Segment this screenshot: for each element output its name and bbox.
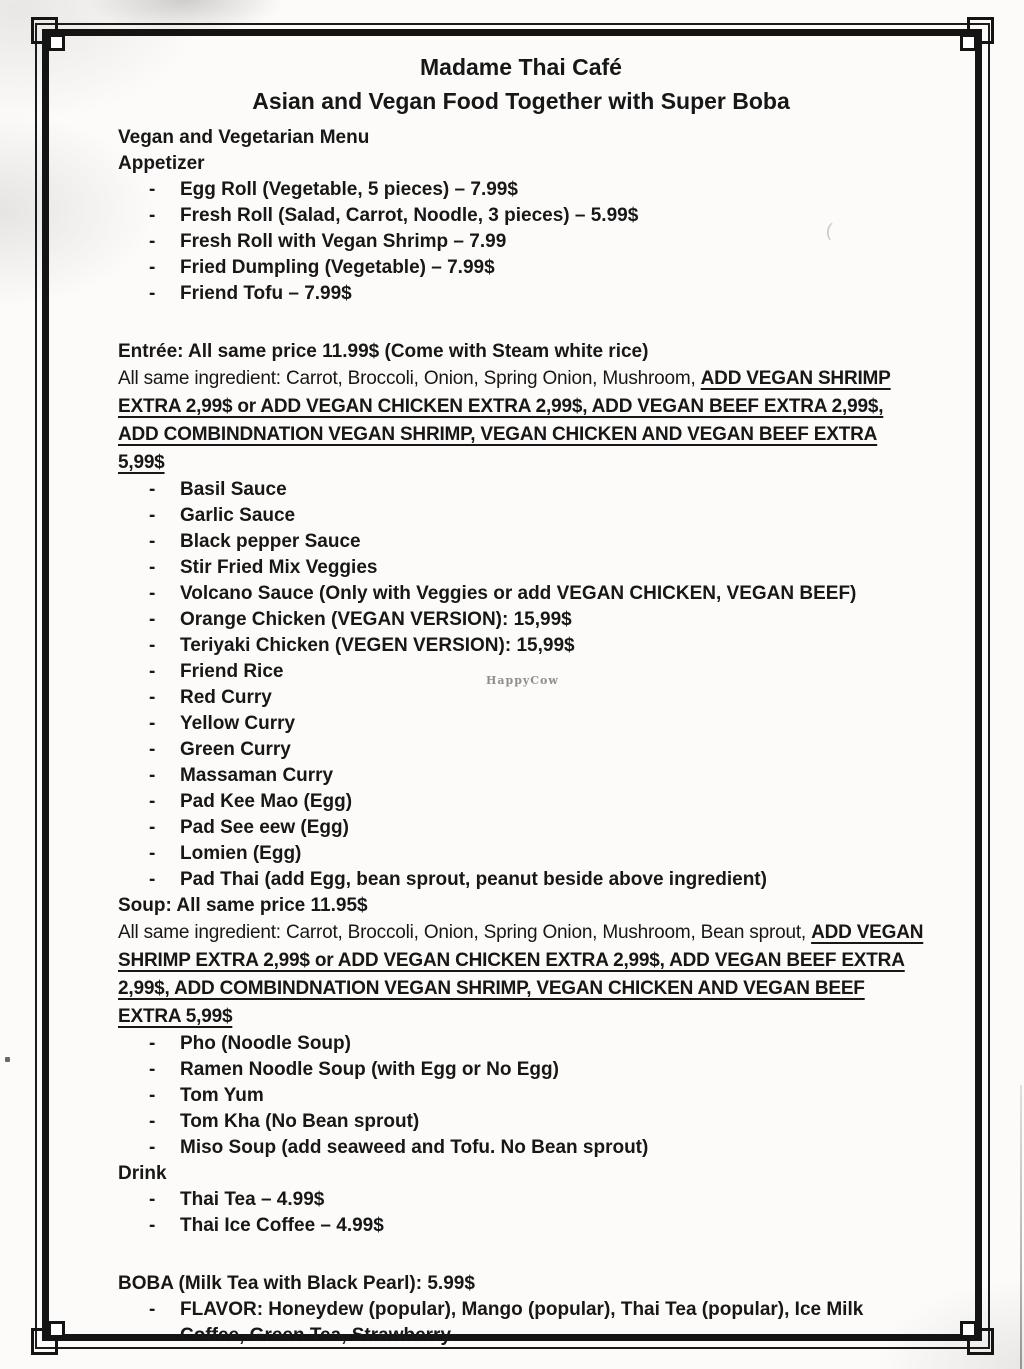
menu-item [118,203,924,229]
item-dash-marker: - [149,791,156,812]
item-text: Lomien (Egg) [180,843,302,864]
item-dash-marker: - [149,1215,156,1236]
menu-item [118,763,924,789]
item-list-boba [118,1297,924,1349]
menu-item [118,177,924,203]
section-heading-drink: Drink [118,1163,167,1184]
item-text: Stir Fried Mix Veggies [180,557,378,578]
item-text: Thai Ice Coffee – 4.99$ [180,1215,384,1236]
item-text: Teriyaki Chicken (VEGEN VERSION): 15,99$ [180,635,575,656]
border-corner-ornament-top-right [967,17,994,44]
item-dash-marker: - [149,869,156,890]
item-dash-marker: - [149,687,156,708]
menu-item [118,1187,924,1213]
item-text: Yellow Curry [180,713,296,734]
item-dash-marker: - [149,505,156,526]
border-corner-ornament-bottom-left [31,1328,58,1355]
menu-section-entree [118,339,924,893]
page-subtitle: Asian and Vegan Food Together with Super Boba [252,88,790,114]
item-dash-marker: - [149,713,156,734]
item-text: Thai Tea – 4.99$ [180,1189,325,1210]
menu-section-boba [118,1271,924,1349]
item-text: Orange Chicken (VEGAN VERSION): 15,99$ [180,609,572,630]
item-dash-marker: - [149,531,156,552]
menu-item [118,477,924,503]
item-text: Massaman Curry [180,765,334,786]
menu-item [118,255,924,281]
item-dash-marker: - [149,1111,156,1132]
item-dash-marker: - [149,661,156,682]
item-text: Fresh Roll with Vegan Shrimp – 7.99 [180,231,507,252]
menu-item [118,711,924,737]
item-text: Fried Dumpling (Vegetable) – 7.99$ [180,257,495,278]
page-title: Madame Thai Café [420,54,622,80]
note-emphasis-text: ADD VEGAN SHRIMP EXTRA 2,99$ or ADD VEGAN CHICKEN EXTRA 2,99$, ADD VEGAN BEEF EXTRA 2,99$, ADD COMBINDNATION VEGAN SHRIMP, VEGAN CHICKEN AND VEGAN BEEF EXTRA 5,99$ [118,368,891,473]
menu-item [118,229,924,255]
item-dash-marker: - [149,1189,156,1210]
item-text: Black pepper Sauce [180,531,361,552]
menu-section-drink [118,1161,924,1239]
item-text: Fresh Roll (Salad, Carrot, Noodle, 3 pieces) – 5.99$ [180,205,639,226]
item-list-drink [118,1187,924,1239]
item-text: Ramen Noodle Soup (with Egg or No Egg) [180,1059,559,1080]
item-text: Friend Rice [180,661,284,682]
item-text: FLAVOR: Honeydew (popular), Mango (popular), Thai Tea (popular), Ice Milk Coffee, Green Tea, Strawberry. [180,1299,864,1346]
menu-item [118,1109,924,1135]
item-dash-marker: - [149,1137,156,1158]
item-dash-marker: - [149,179,156,200]
item-text: Basil Sauce [180,479,287,500]
border-corner-ornament-bottom-right [967,1328,994,1355]
section-note-soup [118,919,924,1031]
item-dash-marker: - [149,739,156,760]
item-dash-marker: - [149,1059,156,1080]
menu-sections [118,151,924,1349]
menu-item [118,633,924,659]
note-emphasis-text: ADD VEGAN SHRIMP EXTRA 2,99$ or ADD VEGAN CHICKEN EXTRA 2,99$, ADD VEGAN BEEF EXTRA 2,99$, ADD COMBINDNATION VEGAN SHRIMP, VEGAN CHICKEN AND VEGAN BEEF EXTRA 5,99$ [118,922,924,1027]
menu-item [118,841,924,867]
item-dash-marker: - [149,231,156,252]
item-text: Tom Yum [180,1085,264,1106]
menu-item [118,281,924,307]
menu-item [118,529,924,555]
item-text: Pho (Noodle Soup) [180,1033,351,1054]
menu-item [118,555,924,581]
note-plain-text: All same ingredient: Carrot, Broccoli, Onion, Spring Onion, Mushroom, [118,368,701,389]
menu-item [118,685,924,711]
item-text: Green Curry [180,739,291,760]
item-dash-marker: - [149,843,156,864]
section-note-entree [118,365,924,477]
scan-smudge-artifact: ( [825,219,834,241]
menu-content [118,52,924,1349]
item-dash-marker: - [149,765,156,786]
item-list-appetizer [118,177,924,307]
border-corner-ornament-top-left [31,17,58,44]
menu-item [118,581,924,607]
menu-item [118,1213,924,1239]
menu-item [118,503,924,529]
menu-item [118,1297,924,1349]
item-dash-marker: - [149,1085,156,1106]
item-dash-marker: - [149,635,156,656]
item-dash-marker: - [149,479,156,500]
item-text: Miso Soup (add seaweed and Tofu. No Bean sprout) [180,1137,649,1158]
menu-item [118,789,924,815]
item-dash-marker: - [149,1033,156,1054]
item-list-soup [118,1031,924,1161]
section-heading-soup: Soup: All same price 11.95$ [118,895,368,916]
item-dash-marker: - [149,557,156,578]
menu-section-appetizer [118,151,924,307]
note-plain-text: All same ingredient: Carrot, Broccoli, Onion, Spring Onion, Mushroom, Bean sprout, [118,922,812,943]
section-heading-appetizer: Appetizer [118,153,205,174]
item-dash-marker: - [149,583,156,604]
menu-item [118,1031,924,1057]
item-text: Pad Kee Mao (Egg) [180,791,353,812]
menu-label: Vegan and Vegetarian Menu [118,127,370,148]
item-dash-marker: - [149,257,156,278]
section-heading-entree: Entrée: All same price 11.99$ (Come with Steam white rice) [118,341,649,362]
item-text: Pad Thai (add Egg, bean sprout, peanut beside above ingredient) [180,869,767,890]
item-text: Egg Roll (Vegetable, 5 pieces) – 7.99$ [180,179,518,200]
menu-item [118,815,924,841]
item-text: Garlic Sauce [180,505,296,526]
item-dash-marker: - [149,609,156,630]
item-text: Tom Kha (No Bean sprout) [180,1111,420,1132]
happycow-watermark: HappyCow [486,674,559,687]
menu-item [118,1135,924,1161]
scan-edge-artifact [1020,1085,1022,1369]
item-text: Friend Tofu – 7.99$ [180,283,352,304]
section-heading-boba: BOBA (Milk Tea with Black Pearl): 5.99$ [118,1273,475,1294]
item-dash-marker: - [149,205,156,226]
item-dash-marker: - [149,1299,156,1320]
menu-item [118,1083,924,1109]
menu-item [118,607,924,633]
item-text: Pad See eew (Egg) [180,817,349,838]
item-dash-marker: - [149,283,156,304]
menu-item [118,867,924,893]
menu-item [118,1057,924,1083]
menu-item [118,737,924,763]
item-text: Volcano Sauce (Only with Veggies or add VEGAN CHICKEN, VEGAN BEEF) [180,583,857,604]
item-text: Red Curry [180,687,272,708]
scan-dot-artifact [5,1057,10,1062]
item-dash-marker: - [149,817,156,838]
menu-section-soup [118,893,924,1161]
